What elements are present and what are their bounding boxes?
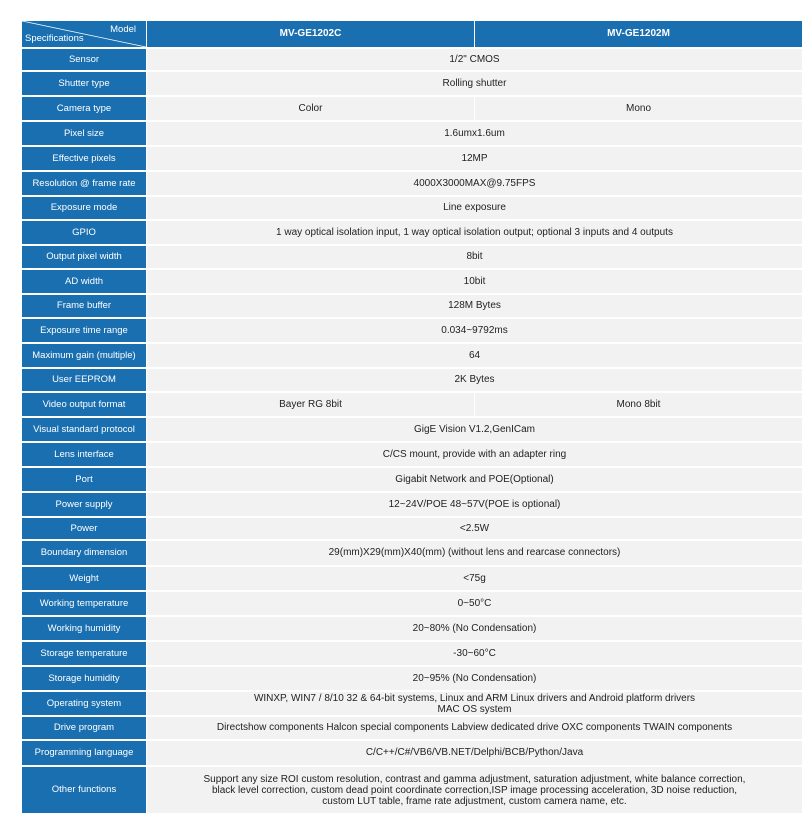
spec-row [22, 518, 802, 541]
spec-row [22, 122, 802, 147]
spec-row [22, 147, 802, 172]
spec-label: Video output format [22, 393, 146, 418]
spec-value: 2K Bytes [146, 369, 802, 393]
spec-label: Storage humidity [22, 667, 146, 692]
spec-value: 1/2" CMOS [146, 49, 802, 72]
spec-label: Visual standard protocol [22, 418, 146, 443]
spec-table [22, 21, 802, 815]
spec-value: 20~95% (No Condensation) [146, 667, 802, 692]
spec-row [22, 344, 802, 369]
spec-row [22, 717, 802, 741]
spec-value-line: black level correction, custom dead point coordinate correction,ISP image processing acceleration, 3D noise reduction, [211, 784, 738, 796]
spec-value: Mono [474, 97, 802, 122]
spec-label: Sensor [22, 49, 146, 72]
spec-label: Exposure mode [22, 197, 146, 221]
header-model-b: MV-GE1202M [474, 21, 802, 49]
spec-row [22, 443, 802, 468]
spec-row [22, 270, 802, 295]
spec-value: Line exposure [146, 197, 802, 221]
spec-value: 64 [146, 344, 802, 369]
spec-value: Mono 8bit [474, 393, 802, 418]
spec-row [22, 493, 802, 518]
header-model-label: Model [110, 24, 136, 35]
spec-label: Storage temperature [22, 642, 146, 667]
spec-label: Operating system [22, 692, 146, 717]
spec-row [22, 741, 802, 767]
spec-label: Output pixel width [22, 246, 146, 270]
spec-value: <2.5W [146, 518, 802, 541]
spec-row [22, 49, 802, 72]
spec-value: GigE Vision V1.2,GenICam [146, 418, 802, 443]
spec-value: -30~60°C [146, 642, 802, 667]
spec-row [22, 246, 802, 270]
spec-value: 12MP [146, 147, 802, 172]
spec-label: Other functions [22, 767, 146, 815]
spec-label: Resolution @ frame rate [22, 172, 146, 197]
spec-label: Programming language [22, 741, 146, 767]
spec-value-line: WINXP, WIN7 / 8/10 32 & 64-bit systems, Linux and ARM Linux drivers and Android platform drivers [253, 692, 696, 704]
spec-value: 10bit [146, 270, 802, 295]
spec-label: Port [22, 468, 146, 493]
spec-label: Weight [22, 567, 146, 592]
header-model-a: MV-GE1202C [146, 21, 474, 49]
spec-row [22, 667, 802, 692]
spec-label: AD width [22, 270, 146, 295]
spec-row [22, 617, 802, 642]
spec-label: Pixel size [22, 122, 146, 147]
spec-value: 20~80% (No Condensation) [146, 617, 802, 642]
spec-value-line: Support any size ROI custom resolution, contrast and gamma adjustment, saturation adjustment, white balance correction, [203, 773, 746, 785]
spec-row [22, 567, 802, 592]
spec-value: C/C++/C#/VB6/VB.NET/Delphi/BCB/Python/Java [146, 741, 802, 767]
spec-value: 12~24V/POE 48~57V(POE is optional) [146, 493, 802, 518]
spec-label: GPIO [22, 221, 146, 246]
spec-row [22, 767, 802, 815]
spec-row [22, 541, 802, 567]
spec-value: 1.6umx1.6um [146, 122, 802, 147]
spec-row [22, 369, 802, 393]
spec-value: 128M Bytes [146, 295, 802, 319]
spec-value: 0.034~9792ms [146, 319, 802, 344]
spec-row [22, 319, 802, 344]
spec-label: Maximum gain (multiple) [22, 344, 146, 369]
spec-label: Working humidity [22, 617, 146, 642]
spec-label: Boundary dimension [22, 541, 146, 567]
spec-value: 1 way optical isolation input, 1 way optical isolation output; optional 3 inputs and 4 outputs [146, 221, 802, 246]
spec-label: Power [22, 518, 146, 541]
spec-row [22, 197, 802, 221]
spec-row [22, 393, 802, 418]
spec-row [22, 72, 802, 97]
spec-table-container [22, 21, 802, 815]
spec-value: Gigabit Network and POE(Optional) [146, 468, 802, 493]
spec-row [22, 97, 802, 122]
spec-row [22, 642, 802, 667]
spec-label: Exposure time range [22, 319, 146, 344]
spec-value: 0~50°C [146, 592, 802, 617]
spec-label: Shutter type [22, 72, 146, 97]
spec-label: Effective pixels [22, 147, 146, 172]
spec-label: Drive program [22, 717, 146, 741]
spec-row [22, 468, 802, 493]
spec-value: 4000X3000MAX@9.75FPS [146, 172, 802, 197]
spec-value: 29(mm)X29(mm)X40(mm) (without lens and rearcase connectors) [146, 541, 802, 567]
spec-value: Rolling shutter [146, 72, 802, 97]
spec-row [22, 692, 802, 717]
spec-value: Color [146, 97, 474, 122]
spec-value [146, 767, 802, 815]
spec-row [22, 418, 802, 443]
spec-label: Working temperature [22, 592, 146, 617]
spec-value [146, 692, 802, 717]
spec-row [22, 295, 802, 319]
header-spec-label: Specifications [25, 33, 84, 44]
spec-value: C/CS mount, provide with an adapter ring [146, 443, 802, 468]
spec-value: Directshow components Halcon special components Labview dedicated drive OXC components TWAIN components [146, 717, 802, 741]
spec-value-line: MAC OS system [437, 703, 512, 715]
spec-label: Frame buffer [22, 295, 146, 319]
spec-row [22, 592, 802, 617]
spec-label: Camera type [22, 97, 146, 122]
spec-label: Lens interface [22, 443, 146, 468]
spec-row [22, 172, 802, 197]
spec-label: Power supply [22, 493, 146, 518]
spec-value: Bayer RG 8bit [146, 393, 474, 418]
spec-label: User EEPROM [22, 369, 146, 393]
spec-row [22, 221, 802, 246]
spec-value-line: custom LUT table, frame rate adjustment, custom camera name, etc. [322, 795, 627, 807]
spec-value: 8bit [146, 246, 802, 270]
header-corner-cell [22, 21, 146, 49]
table-header-row [22, 21, 802, 49]
spec-value: <75g [146, 567, 802, 592]
